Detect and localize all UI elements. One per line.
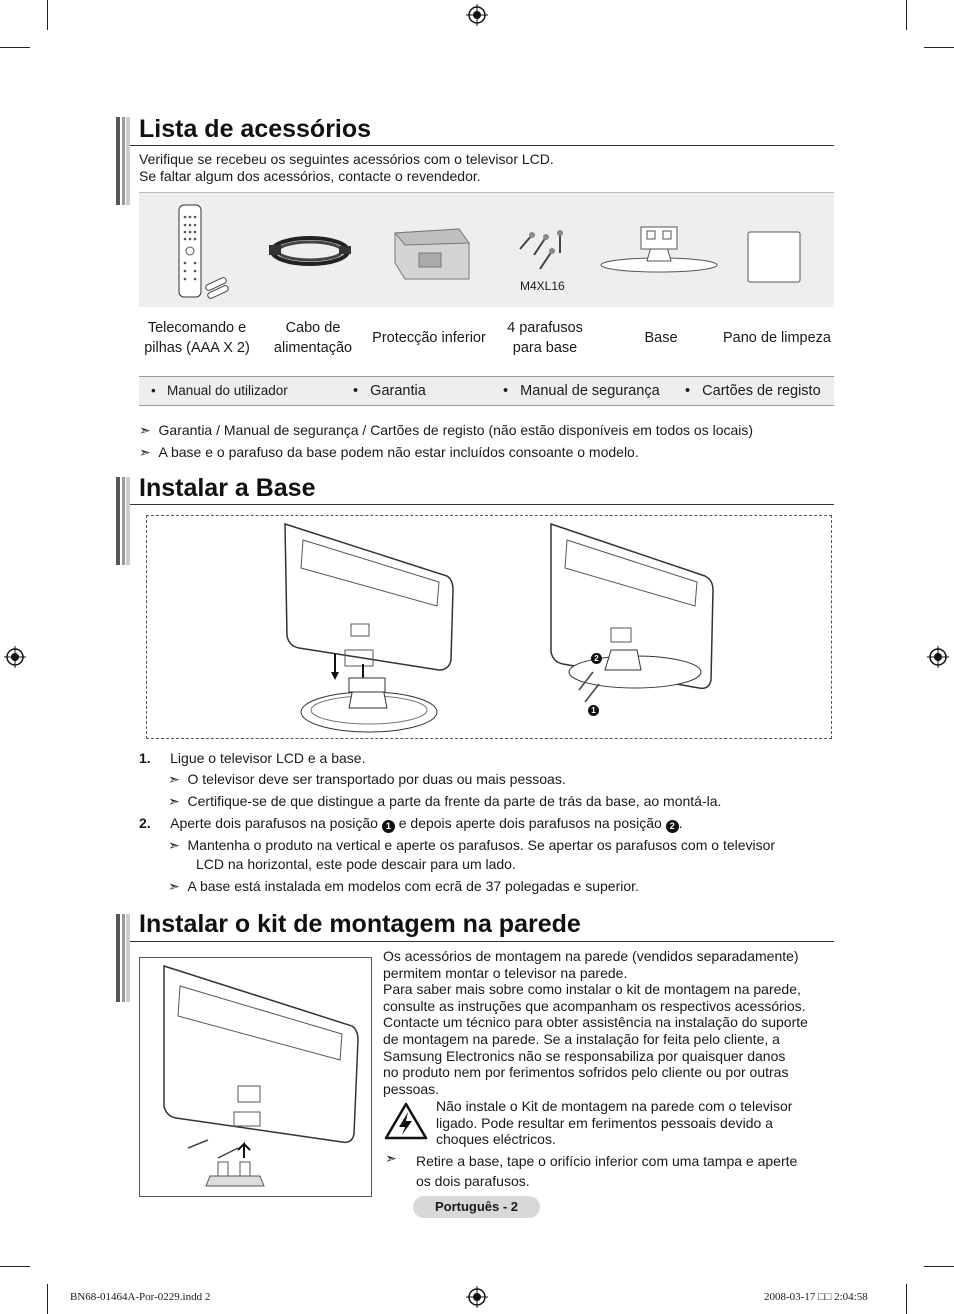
accessory-label: Protecção inferior xyxy=(372,330,486,346)
note: ➣ O televisor deve ser transportado por duas ou mais pessoas. xyxy=(168,771,566,787)
note-arrow-icon: ➣ xyxy=(168,878,180,894)
tv-back-illustration xyxy=(148,962,364,1192)
section-title: Lista de acessórios xyxy=(139,115,372,143)
note: ➣ A base está instalada em modelos com ecrã de 37 polegadas e superior. xyxy=(168,878,639,894)
document-item: • Manual de segurança xyxy=(503,383,660,399)
crop-mark xyxy=(47,1284,48,1314)
section-rule xyxy=(130,941,834,942)
accessory-label: Base xyxy=(644,330,678,346)
note-arrow-icon: ➣ xyxy=(139,444,151,460)
cleaning-cloth-icon xyxy=(745,229,803,285)
registration-mark-icon xyxy=(927,646,949,668)
note-arrow-icon: ➣ xyxy=(168,837,180,853)
section-rule xyxy=(130,145,834,146)
section-marker xyxy=(116,477,130,565)
section-title: Instalar a Base xyxy=(139,474,316,502)
note-arrow-icon: ➣ xyxy=(139,422,151,438)
step-badge-2: 2 xyxy=(591,653,602,664)
step-2: 2. Aperte dois parafusos na posição 1 e depois aperte dois parafusos na posição 2 . xyxy=(139,815,683,831)
document-item: • Garantia xyxy=(353,383,426,399)
crop-mark xyxy=(924,47,954,48)
step-1: 1. Ligue o televisor LCD e a base. xyxy=(139,750,366,766)
step-badge-1: 1 xyxy=(382,820,395,833)
accessory-label: Cabo de alimentação xyxy=(273,320,353,356)
accessory-label: Telecomando e pilhas (AAA X 2) xyxy=(144,320,250,356)
note-arrow-icon: ➣ xyxy=(168,771,180,787)
bottom-cover-icon xyxy=(389,223,475,283)
step-badge-2: 2 xyxy=(666,820,679,833)
documents-row xyxy=(139,376,834,406)
note: ➣ Mantenha o produto na vertical e aperte os parafusos. Se apertar os parafusos com o televisor xyxy=(168,837,776,853)
section-marker xyxy=(116,117,130,205)
file-name: BN68-01464A-Por-0229.indd 2 xyxy=(70,1291,211,1303)
electric-warning-icon xyxy=(383,1101,429,1141)
tv-back-illustration xyxy=(279,520,459,736)
crop-mark xyxy=(906,1284,907,1314)
registration-mark-icon xyxy=(466,4,488,26)
accessory-label: 4 parafusos para base xyxy=(507,320,583,356)
stand-illustration-frame xyxy=(146,515,832,739)
note-arrow-icon: ➣ xyxy=(168,793,180,809)
intro-text: Verifique se recebeu os seguintes acessórios com o televisor LCD. xyxy=(139,151,554,167)
screws-icon xyxy=(514,229,574,273)
note: ➣ A base e o parafuso da base podem não estar incluídos consoante o modelo. xyxy=(139,444,639,460)
crop-mark xyxy=(0,47,30,48)
section-marker xyxy=(116,914,130,1002)
section-title: Instalar o kit de montagem na parede xyxy=(139,910,581,938)
intro-text: Se faltar algum dos acessórios, contacte o revendedor. xyxy=(139,168,481,184)
wall-mount-illustration-frame xyxy=(139,957,372,1197)
tv-back-illustration xyxy=(545,520,725,720)
wall-mount-paragraph: Os acessórios de montagem na parede (vendidos separadamente) permitem montar o televisor na parede. Para saber mais sobre como instalar o kit de montagem na parede, consulte as instruções que acompanham os respectivos acessórios. Contacte um técnico para obter assistência na instalação do suporte de montagem na parede. Se a instalação for feita pelo cliente, a Samsung Electronics não se responsabiliza por quaisquer danos no produto nem por ferimentos sofridos pelo cliente ou por outras pessoas. xyxy=(383,948,808,1097)
crop-mark xyxy=(0,1266,30,1267)
note-arrow-icon: ➣ xyxy=(385,1150,397,1166)
page-number-badge: Português - 2 xyxy=(413,1196,540,1218)
document-item: • Cartões de registo xyxy=(685,383,821,399)
crop-mark xyxy=(47,0,48,30)
note: ➣ Certifique-se de que distingue a parte da frente da parte de trás da base, ao montá-la. xyxy=(168,793,722,809)
registration-mark-icon xyxy=(4,646,26,668)
accessory-label: Pano de limpeza xyxy=(722,330,831,346)
step-badge-1: 1 xyxy=(588,705,599,716)
remote-control-icon xyxy=(175,203,235,299)
screw-code: M4XL16 xyxy=(520,279,565,293)
note: Retire a base, tape o orifício inferior com uma tampa e aperte os dois parafusos. xyxy=(416,1153,798,1189)
base-stand-icon xyxy=(597,223,721,275)
document-item: • Manual do utilizador xyxy=(151,383,288,398)
crop-mark xyxy=(906,0,907,30)
power-cord-icon xyxy=(267,231,353,271)
section-rule xyxy=(130,504,834,505)
accessories-illustration-panel xyxy=(139,192,834,307)
print-date: 2008-03-17 □□ 2:04:58 xyxy=(764,1291,868,1303)
note-continuation: LCD na horizontal, este pode descair para um lado. xyxy=(196,856,516,872)
crop-mark xyxy=(924,1266,954,1267)
note: ➣ Garantia / Manual de segurança / Cartões de registo (não estão disponíveis em todos os locais) xyxy=(139,422,754,438)
registration-mark-icon xyxy=(466,1286,488,1308)
warning-text: Não instale o Kit de montagem na parede com o televisor ligado. Pode resultar em ferimentos pessoais devido a choques eléctricos. xyxy=(436,1098,793,1148)
